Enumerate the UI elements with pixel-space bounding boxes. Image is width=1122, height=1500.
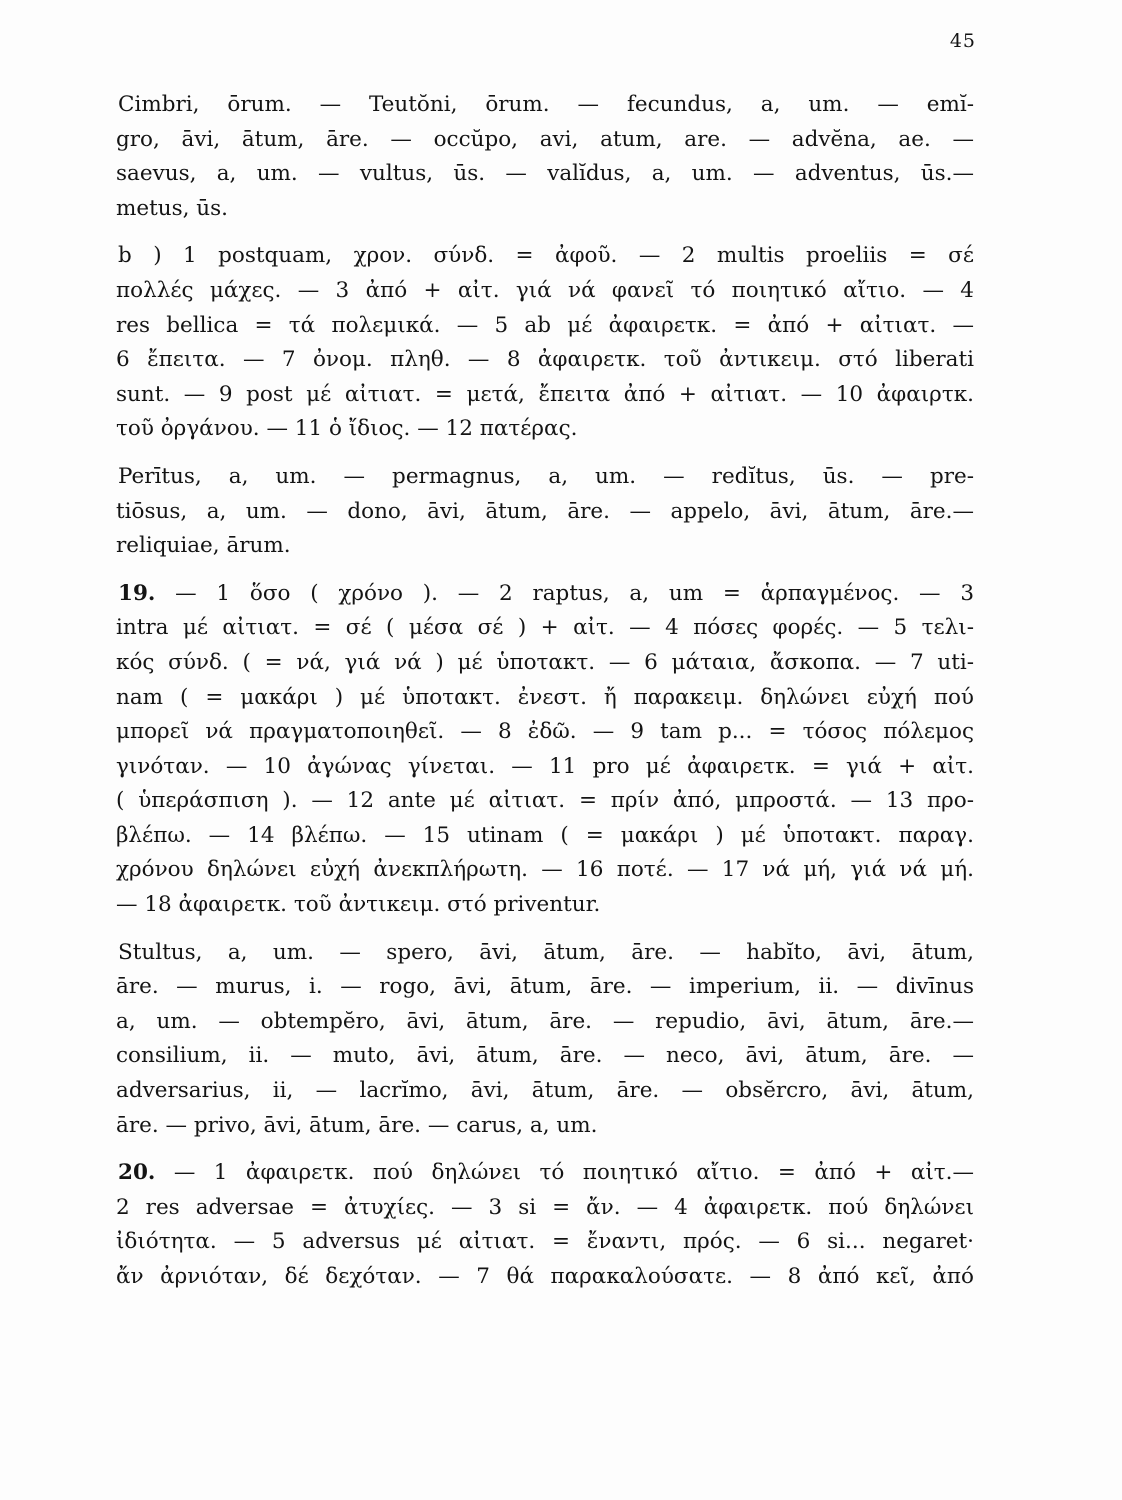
text-line: κός σύνδ. ( = νά, γιά νά ) μέ ὑποτακτ. — 6 μάταια, ἄσκοπα. — 7 uti- bbox=[116, 649, 974, 675]
text-line: sunt. — 9 post μέ αἰτιατ. = μετά, ἔπειτα ἀπό + αἰτιατ. — 10 ἀφαιρτκ. bbox=[116, 381, 974, 407]
section-20-notes bbox=[116, 1156, 974, 1294]
text-line: saevus, a, um. — vultus, ūs. — valĭdus, a, um. — adventus, ūs.— bbox=[116, 161, 974, 187]
vocab-paragraph-1 bbox=[116, 88, 974, 226]
text-line: 6 ἔπειτα. — 7 ὀνομ. πληθ. — 8 ἀφαιρετκ. τοῦ ἀντικειμ. στό liberati bbox=[116, 347, 974, 373]
text-line: ( ὑπεράσπιση ). — 12 ante μέ αἰτιατ. = πρίν ἀπό, μπροστά. — 13 προ- bbox=[116, 788, 974, 814]
text-line: a, um. — obtempĕro, āvi, ātum, āre. — repudio, āvi, ātum, āre.— bbox=[116, 1008, 974, 1034]
text-line: tiōsus, a, um. — dono, āvi, ātum, āre. — appelo, āvi, ātum, āre.— bbox=[116, 498, 974, 524]
text-line: ἰδιότητα. — 5 adversus μέ αἰτιατ. = ἔναντι, πρός. — 6 si... negaret· bbox=[116, 1229, 974, 1255]
vocab-paragraph-3 bbox=[116, 936, 974, 1144]
text-line: res bellica = τά πολεμικά. — 5 ab μέ ἀφαιρετκ. = ἀπό + αἰτιατ. — bbox=[116, 312, 974, 338]
text-line: μπορεῖ νά πραγματοποιηθεῖ. — 8 ἐδῶ. — 9 tam p... = τόσος πόλεμος bbox=[116, 719, 974, 745]
text-line: b ) 1 postquam, χρον. σύνδ. = ἀφοῦ. — 2 multis proeliis = σέ bbox=[118, 243, 974, 269]
text-line: πολλές μάχες. — 3 ἀπό + αἰτ. γιά νά φανεῖ τό ποιητικό αἴτιο. — 4 bbox=[116, 277, 974, 303]
vocab-paragraph-2 bbox=[116, 460, 974, 564]
text-line: — 1 ὅσο ( χρόνο ). — 2 raptus, a, um = ἁρπαγμένος. — 3 bbox=[155, 580, 974, 606]
text-line: Stultus, a, um. — spero, āvi, ātum, āre. — habĭto, āvi, ātum, bbox=[118, 939, 974, 965]
section-number-20: 20. bbox=[118, 1160, 156, 1186]
text-line: ἄν ἀρνιόταν, δέ δεχόταν. — 7 θά παρακαλούσατε. — 8 ἀπό κεῖ, ἀπό bbox=[116, 1264, 974, 1289]
text-line: āre. — murus, i. — rogo, āvi, ātum, āre. — imperium, ii. — divīnus bbox=[116, 974, 974, 1000]
text-line: gro, āvi, ātum, āre. — occŭpo, avi, atum, are. — advĕna, ae. — bbox=[116, 126, 974, 152]
text-line: metus, ūs. bbox=[116, 195, 229, 221]
text-line: āre. — privo, āvi, ātum, āre. — carus, a, um. bbox=[116, 1112, 598, 1138]
text-line: — 1 ἀφαιρετκ. πού δηλώνει τό ποιητικό αἴτιο. = ἀπό + αἰτ.— bbox=[155, 1160, 974, 1186]
page-text bbox=[116, 88, 974, 1295]
text-line: — 18 ἀφαιρετκ. τοῦ ἀντικειμ. στό priventur. bbox=[116, 892, 601, 918]
text-line: βλέπω. — 14 βλέπω. — 15 utinam ( = μακάρι ) μέ ὑποτακτ. παραγ. bbox=[116, 822, 974, 848]
section-19-first-line bbox=[116, 577, 974, 612]
text-line: Perītus, a, um. — permagnus, a, um. — redĭtus, ūs. — pre- bbox=[118, 463, 974, 489]
section-b-notes bbox=[116, 239, 974, 447]
text-line: adversarius, ii, — lacrĭmo, āvi, ātum, āre. — obsĕrcro, āvi, ātum, bbox=[116, 1078, 974, 1104]
page-number: 45 bbox=[949, 30, 976, 52]
section-number-19: 19. bbox=[118, 580, 156, 606]
section-19-notes bbox=[116, 577, 974, 923]
text-line: reliquiae, ārum. bbox=[116, 533, 291, 559]
section-20-first-line bbox=[116, 1156, 974, 1191]
text-line: χρόνου δηλώνει εὐχή ἀνεκπλήρωτη. — 16 ποτέ. — 17 νά μή, γιά νά μή. bbox=[116, 857, 974, 883]
text-line: intra μέ αἰτιατ. = σέ ( μέσα σέ ) + αἰτ. — 4 πόσες φορές. — 5 τελι- bbox=[116, 615, 974, 641]
text-line: γινόταν. — 10 ἀγώνας γίνεται. — 11 pro μέ ἀφαιρετκ. = γιά + αἰτ. bbox=[116, 753, 974, 779]
text-line: τοῦ ὀργάνου. — 11 ὁ ἴδιος. — 12 πατέρας. bbox=[116, 416, 578, 442]
text-line: 2 res adversae = ἀτυχίες. — 3 si = ἄν. — 4 ἀφαιρετκ. πού δηλώνει bbox=[116, 1194, 974, 1220]
text-line: Cimbri, ōrum. — Teutŏni, ōrum. — fecundus, a, um. — emĭ- bbox=[118, 92, 974, 117]
text-line: nam ( = μακάρι ) μέ ὑποτακτ. ἐνεστ. ἤ παρακειμ. δηλώνει εὐχή πού bbox=[116, 684, 974, 710]
text-line: consilium, ii. — muto, āvi, ātum, āre. — neco, āvi, ātum, āre. — bbox=[116, 1043, 974, 1069]
